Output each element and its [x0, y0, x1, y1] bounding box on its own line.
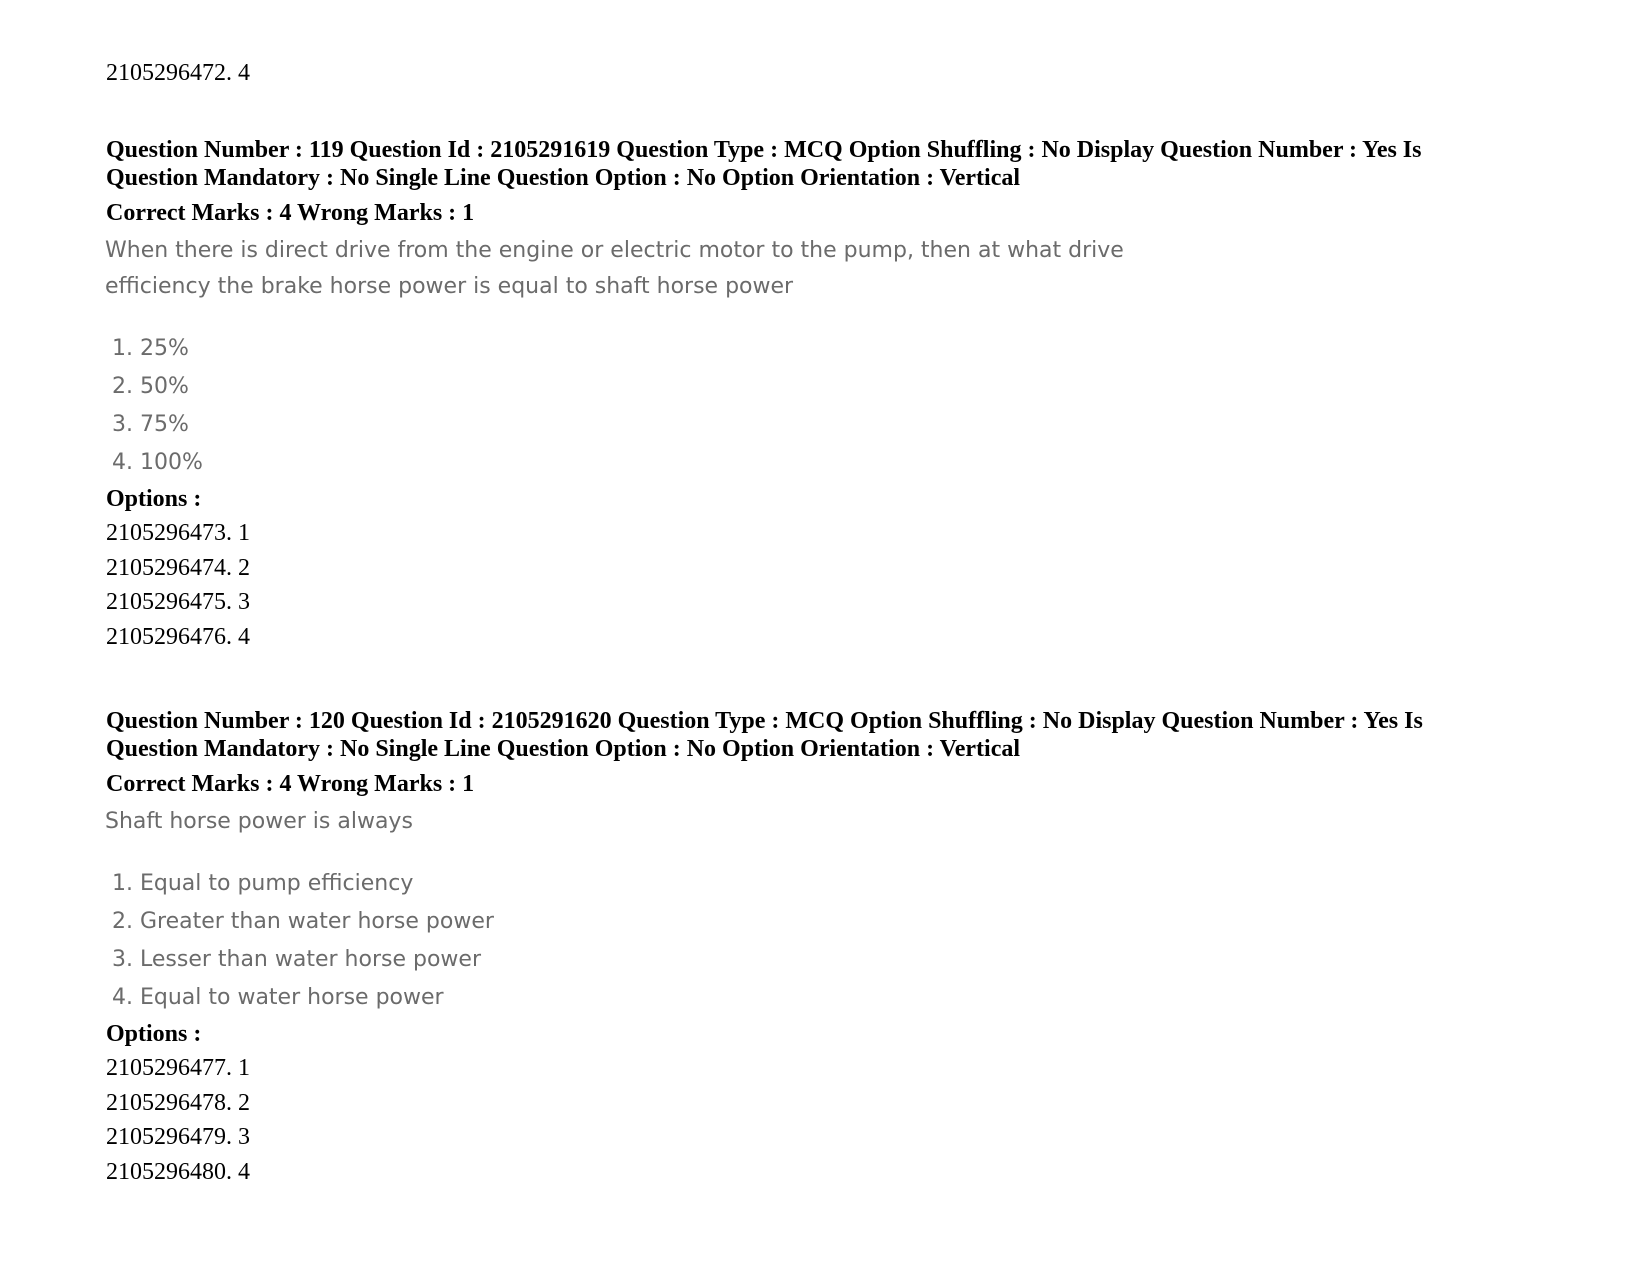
- choice-item: 4. Equal to water horse power: [112, 985, 444, 1010]
- question-text: [106, 232, 1566, 306]
- answer-id: 2105296476. 4: [106, 623, 250, 650]
- question-meta-line: Question Mandatory : No Single Line Question Option : No Option Orientation : Vertical: [106, 165, 1021, 191]
- question-meta-line: Question Number : 119 Question Id : 2105291619 Question Type : MCQ Option Shuffling : No Display Question Number : Yes Is: [106, 137, 1422, 163]
- choice-item: 3. 75%: [112, 412, 189, 437]
- choice-item: 1. Equal to pump efficiency: [112, 871, 414, 896]
- question-meta-line: Question Number : 120 Question Id : 2105291620 Question Type : MCQ Option Shuffling : No Display Question Number : Yes Is: [106, 708, 1423, 734]
- question-marks: Correct Marks : 4 Wrong Marks : 1: [106, 771, 475, 797]
- question-text-line: Shaft horse power is always: [105, 809, 413, 834]
- answer-id-list: [106, 516, 1566, 654]
- choice-list: [106, 330, 1566, 482]
- question-text-line: efficiency the brake horse power is equal to shaft horse power: [105, 274, 794, 299]
- choice-item: 2. 50%: [112, 374, 189, 399]
- question-marks: Correct Marks : 4 Wrong Marks : 1: [106, 200, 475, 226]
- options-label: Options :: [106, 486, 202, 512]
- question-text-line: When there is direct drive from the engine or electric motor to the pump, then at what drive: [105, 238, 1124, 263]
- choice-item: 2. Greater than water horse power: [112, 909, 494, 934]
- options-label: Options :: [106, 1021, 202, 1047]
- question-119: [106, 136, 1566, 654]
- choice-item: 3. Lesser than water horse power: [112, 947, 481, 972]
- question-meta-line: Question Mandatory : No Single Line Question Option : No Option Orientation : Vertical: [106, 736, 1021, 762]
- answer-id: 2105296480. 4: [106, 1158, 250, 1185]
- answer-id: 2105296475. 3: [106, 589, 250, 615]
- answer-id: 2105296479. 3: [106, 1124, 250, 1150]
- previous-answer-id: 2105296472. 4: [106, 60, 250, 86]
- question-120: [106, 707, 1566, 1189]
- answer-id: 2105296474. 2: [106, 554, 250, 581]
- choice-list: [106, 865, 1566, 1017]
- answer-id: 2105296477. 1: [106, 1055, 250, 1081]
- answer-id: 2105296473. 1: [106, 520, 250, 546]
- answer-id: 2105296478. 2: [106, 1089, 250, 1116]
- choice-item: 4. 100%: [112, 450, 203, 475]
- choice-item: 1. 25%: [112, 336, 189, 361]
- question-text: [106, 803, 1566, 841]
- answer-id-list: [106, 1051, 1566, 1189]
